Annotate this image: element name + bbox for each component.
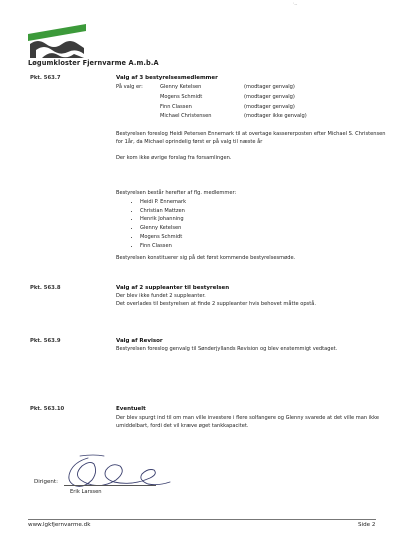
board-member-list	[118, 198, 186, 250]
section-number: Pkt. 563.7	[30, 75, 61, 81]
section-line: Det overlades til bestyrelsen at finde 2 suppleanter hvis behovet måtte opstå.	[116, 301, 316, 307]
section-title: Valg af 2 suppleanter til bestyrelsen	[116, 285, 230, 291]
signature-label: Dirigent:	[34, 479, 58, 485]
candidate-name: Mogens Schmidt	[160, 94, 203, 100]
list-item: • Mogens Schmidt	[140, 233, 186, 242]
company-logo	[28, 24, 86, 58]
candidate-note: (modtager genvalg)	[244, 104, 295, 110]
candidate-row	[116, 113, 307, 119]
section-number: Pkt. 563.8	[30, 285, 61, 291]
section-number: Pkt. 563.9	[30, 338, 61, 344]
section-title: Valg af Revisor	[116, 338, 163, 344]
no-proposals-paragraph: Der kom ikke øvrige forslag fra forsamlingen.	[116, 155, 232, 161]
footer-divider	[28, 519, 376, 520]
candidate-name: Finn Classen	[160, 104, 192, 110]
signature-line	[64, 485, 156, 486]
candidate-note: (modtager genvalg)	[244, 84, 295, 90]
section-title: Eventuelt	[116, 406, 146, 412]
section-line: Bestyrelsen foreslog genvalg til Sønderjyllands Revision og blev enstemmigt vedtaget.	[116, 346, 338, 352]
company-name: Løgumkloster Fjernvarme A.m.b.A	[28, 59, 159, 67]
page-number: Side 2	[358, 522, 376, 528]
constitution-paragraph: Bestyrelsen konstituerer sig på det først kommende bestyrelsesmøde.	[116, 255, 296, 261]
candidate-note: (modtager genvalg)	[244, 94, 295, 100]
footer-website-link[interactable]: www.lgkfjernvarme.dk	[28, 522, 91, 528]
section-line: Der blev spurgt ind til om man ville investere i flere solfangere og Glenny svarede at det ville man ikke umiddelbart, fordi det vil kræve øget tankkapacitet.	[116, 415, 379, 429]
candidate-row	[116, 94, 295, 100]
candidate-name: Glenny Ketelsen	[160, 84, 202, 90]
list-item: • Christian Mattzen	[140, 207, 186, 216]
vote-label: På valg er:	[116, 84, 143, 90]
section-line: Der blev ikke fundet 2 suppleanter.	[116, 293, 206, 299]
candidate-name: Michael Christensen	[160, 113, 212, 119]
proposal-paragraph: Bestyrelsen foreslog Heidi Petersen Ennemark til at overtage kassererposten efter Michael S. Christensen for 1år, da Michael oprindelig først er på valg til næste år	[116, 131, 386, 145]
candidate-row	[116, 104, 295, 110]
candidate-row	[116, 84, 295, 90]
section-number: Pkt. 563.10	[30, 406, 65, 412]
signatory-name: Erik Larssen	[70, 489, 102, 495]
board-intro: Bestyrelsen består herefter af flg. medlemmer:	[116, 190, 237, 196]
list-item: • Henrik Johanning	[140, 215, 186, 224]
list-item: • Glenny Ketelsen	[140, 224, 186, 233]
section-title: Valg af 3 bestyrelsesmedlemmer	[116, 75, 218, 81]
list-item: • Heidi P. Ennemark	[140, 198, 186, 207]
list-item: • Finn Classen	[140, 242, 186, 251]
corner-mark: '~	[293, 2, 298, 7]
candidate-note: (modtager ikke genvalg)	[244, 113, 307, 119]
